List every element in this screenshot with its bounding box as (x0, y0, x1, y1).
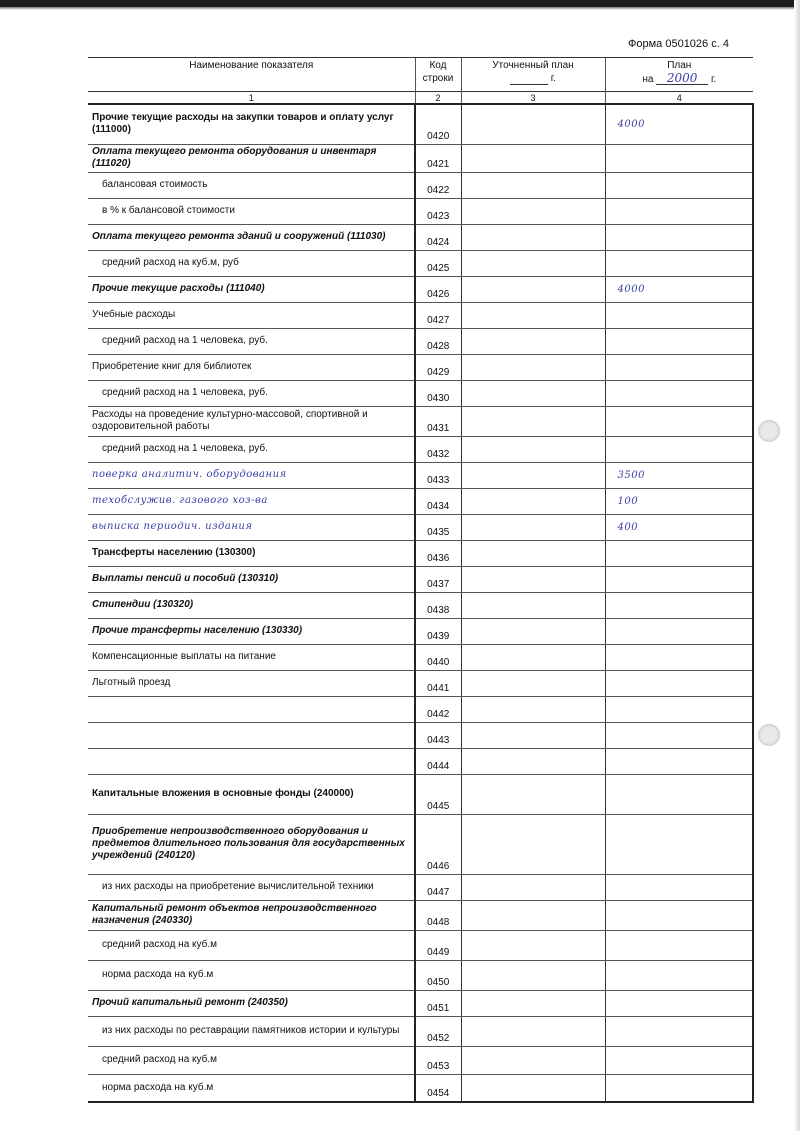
table-row (88, 406, 753, 436)
table-row (88, 198, 753, 224)
row-plan (605, 198, 753, 224)
table-row (88, 670, 753, 696)
row-plan (605, 696, 753, 722)
row-name: средний расход на 1 человека, руб. (88, 328, 415, 354)
table-row (88, 302, 753, 328)
row-plan (605, 1046, 753, 1074)
row-plan (605, 172, 753, 198)
row-name: средний расход на куб.м, руб (88, 250, 415, 276)
table-row (88, 618, 753, 644)
row-revised (461, 380, 605, 406)
row-plan (605, 670, 753, 696)
table-row (88, 900, 753, 930)
table-row (88, 722, 753, 748)
row-code: 0452 (415, 1016, 461, 1046)
row-plan: 100 (605, 488, 753, 514)
row-code: 0444 (415, 748, 461, 774)
row-plan (605, 540, 753, 566)
header-name: Наименование показателя (88, 58, 415, 92)
table-row (88, 696, 753, 722)
row-code: 0453 (415, 1046, 461, 1074)
row-plan (605, 874, 753, 900)
row-plan (605, 592, 753, 618)
table-row (88, 644, 753, 670)
row-name: Капитальный ремонт объектов непроизводственного назначения (240330) (88, 900, 415, 930)
row-code: 0445 (415, 774, 461, 814)
row-name: средний расход на 1 человека, руб. (88, 436, 415, 462)
table-row (88, 250, 753, 276)
row-code: 0432 (415, 436, 461, 462)
row-code: 0442 (415, 696, 461, 722)
table-row (88, 990, 753, 1016)
row-plan (605, 566, 753, 592)
scan-top-edge (0, 0, 800, 7)
row-code: 0435 (415, 514, 461, 540)
year-blank (510, 74, 548, 85)
table-header (88, 58, 753, 92)
row-revised (461, 540, 605, 566)
table-row (88, 774, 753, 814)
row-revised (461, 302, 605, 328)
binder-hole-bottom (758, 724, 780, 746)
row-revised (461, 514, 605, 540)
row-plan (605, 1016, 753, 1046)
row-plan (605, 250, 753, 276)
row-name (88, 696, 415, 722)
row-plan (605, 302, 753, 328)
table-row (88, 540, 753, 566)
row-revised (461, 618, 605, 644)
row-plan (605, 618, 753, 644)
row-revised (461, 566, 605, 592)
row-name: из них расходы по реставрации памятников истории и культуры (88, 1016, 415, 1046)
row-name-handwritten: выписка периодич. издания (88, 514, 415, 540)
row-name: Расходы на проведение культурно-массовой, спортивной и оздоровительной работы (88, 406, 415, 436)
scan-top-shadow (0, 7, 800, 10)
row-name: Прочие текущие расходы (111040) (88, 276, 415, 302)
row-plan (605, 930, 753, 960)
row-plan: 4000 (605, 276, 753, 302)
column-numbers: 1 2 3 4 (88, 92, 753, 105)
table-row (88, 930, 753, 960)
row-name: норма расхода на куб.м (88, 1074, 415, 1102)
table-row (88, 514, 753, 540)
row-code: 0436 (415, 540, 461, 566)
row-code: 0431 (415, 406, 461, 436)
row-name: Стипендии (130320) (88, 592, 415, 618)
table-row (88, 814, 753, 874)
row-revised (461, 1074, 605, 1102)
row-name: Льготный проезд (88, 670, 415, 696)
table-row (88, 1016, 753, 1046)
row-revised (461, 670, 605, 696)
row-code: 0447 (415, 874, 461, 900)
row-name: Оплата текущего ремонта зданий и сооружений (111030) (88, 224, 415, 250)
row-code: 0427 (415, 302, 461, 328)
row-revised (461, 814, 605, 874)
row-name (88, 722, 415, 748)
row-name-handwritten: техобслужив. газового хоз-ва (88, 488, 415, 514)
table-row (88, 224, 753, 250)
row-name (88, 748, 415, 774)
row-revised (461, 644, 605, 670)
form-label: Форма 0501026 с. 4 (628, 38, 729, 50)
table-row (88, 1074, 753, 1102)
row-revised (461, 960, 605, 990)
table-row (88, 354, 753, 380)
row-code: 0426 (415, 276, 461, 302)
row-revised (461, 354, 605, 380)
row-plan (605, 354, 753, 380)
row-code: 0428 (415, 328, 461, 354)
row-code: 0449 (415, 930, 461, 960)
row-name: средний расход на куб.м (88, 1046, 415, 1074)
binder-hole-top (758, 420, 780, 442)
row-plan (605, 814, 753, 874)
row-plan (605, 900, 753, 930)
row-plan (605, 436, 753, 462)
row-plan (605, 406, 753, 436)
row-name: Приобретение непроизводственного оборудования и предметов длительного пользования для государственных учреждений (240120) (88, 814, 415, 874)
row-code: 0450 (415, 960, 461, 990)
row-name: Прочие текущие расходы на закупки товаров и оплату услуг (111000) (88, 104, 415, 144)
row-revised (461, 748, 605, 774)
row-revised (461, 592, 605, 618)
row-plan (605, 1074, 753, 1102)
row-revised (461, 276, 605, 302)
row-revised (461, 722, 605, 748)
row-code: 0423 (415, 198, 461, 224)
row-name: норма расхода на куб.м (88, 960, 415, 990)
plan-year-handwritten: 2000 (656, 72, 708, 85)
row-plan (605, 144, 753, 172)
row-name: из них расходы на приобретение вычислительной техники (88, 874, 415, 900)
row-plan (605, 224, 753, 250)
row-plan (605, 644, 753, 670)
row-name: Приобретение книг для библиотек (88, 354, 415, 380)
row-code: 0434 (415, 488, 461, 514)
row-code: 0420 (415, 104, 461, 144)
row-plan: 3500 (605, 462, 753, 488)
row-name: средний расход на куб.м (88, 930, 415, 960)
row-name: Оплата текущего ремонта оборудования и инвентаря (111020) (88, 144, 415, 172)
table-row (88, 436, 753, 462)
row-revised (461, 874, 605, 900)
table-row (88, 276, 753, 302)
table-row (88, 566, 753, 592)
row-code: 0425 (415, 250, 461, 276)
row-revised (461, 1046, 605, 1074)
table-row (88, 104, 753, 144)
table-row (88, 462, 753, 488)
row-revised (461, 144, 605, 172)
row-code: 0424 (415, 224, 461, 250)
row-code: 0421 (415, 144, 461, 172)
row-revised (461, 930, 605, 960)
row-code: 0430 (415, 380, 461, 406)
row-plan: 400 (605, 514, 753, 540)
row-code: 0443 (415, 722, 461, 748)
row-plan (605, 748, 753, 774)
budget-table (88, 57, 754, 1103)
header-plan: План на 2000 г. (605, 58, 753, 92)
row-revised (461, 488, 605, 514)
header-code: Код строки (415, 58, 461, 92)
row-code: 0446 (415, 814, 461, 874)
row-plan (605, 722, 753, 748)
row-revised (461, 1016, 605, 1046)
row-name-handwritten: поверка аналитич. оборудования (88, 462, 415, 488)
row-revised (461, 250, 605, 276)
row-name: Прочий капитальный ремонт (240350) (88, 990, 415, 1016)
row-code: 0437 (415, 566, 461, 592)
table-row (88, 328, 753, 354)
row-revised (461, 198, 605, 224)
row-name: Компенсационные выплаты на питание (88, 644, 415, 670)
row-name: балансовая стоимость (88, 172, 415, 198)
row-plan (605, 328, 753, 354)
row-code: 0439 (415, 618, 461, 644)
row-revised (461, 774, 605, 814)
row-revised (461, 328, 605, 354)
row-name: Выплаты пенсий и пособий (130310) (88, 566, 415, 592)
row-name: Трансферты населению (130300) (88, 540, 415, 566)
row-plan (605, 990, 753, 1016)
row-code: 0422 (415, 172, 461, 198)
row-name: Учебные расходы (88, 302, 415, 328)
row-revised (461, 406, 605, 436)
table-row (88, 172, 753, 198)
table-row (88, 748, 753, 774)
row-revised (461, 436, 605, 462)
table-row (88, 592, 753, 618)
row-plan: 4000 (605, 104, 753, 144)
row-code: 0440 (415, 644, 461, 670)
row-revised (461, 462, 605, 488)
row-code: 0429 (415, 354, 461, 380)
table-row (88, 1046, 753, 1074)
row-revised (461, 224, 605, 250)
row-revised (461, 172, 605, 198)
row-plan (605, 380, 753, 406)
row-revised (461, 990, 605, 1016)
scan-right-shadow (794, 0, 800, 1131)
row-name: в % к балансовой стоимости (88, 198, 415, 224)
table-row (88, 874, 753, 900)
row-revised (461, 900, 605, 930)
header-revised-plan: Уточненный план г. (461, 58, 605, 92)
row-code: 0448 (415, 900, 461, 930)
row-plan (605, 960, 753, 990)
row-name: Прочие трансферты населению (130330) (88, 618, 415, 644)
row-code: 0433 (415, 462, 461, 488)
row-code: 0441 (415, 670, 461, 696)
row-revised (461, 104, 605, 144)
row-code: 0438 (415, 592, 461, 618)
row-code: 0454 (415, 1074, 461, 1102)
table-row (88, 144, 753, 172)
row-code: 0451 (415, 990, 461, 1016)
table-row (88, 488, 753, 514)
row-name: средний расход на 1 человека, руб. (88, 380, 415, 406)
row-name: Капитальные вложения в основные фонды (240000) (88, 774, 415, 814)
table-row (88, 380, 753, 406)
row-revised (461, 696, 605, 722)
table-row (88, 960, 753, 990)
row-plan (605, 774, 753, 814)
